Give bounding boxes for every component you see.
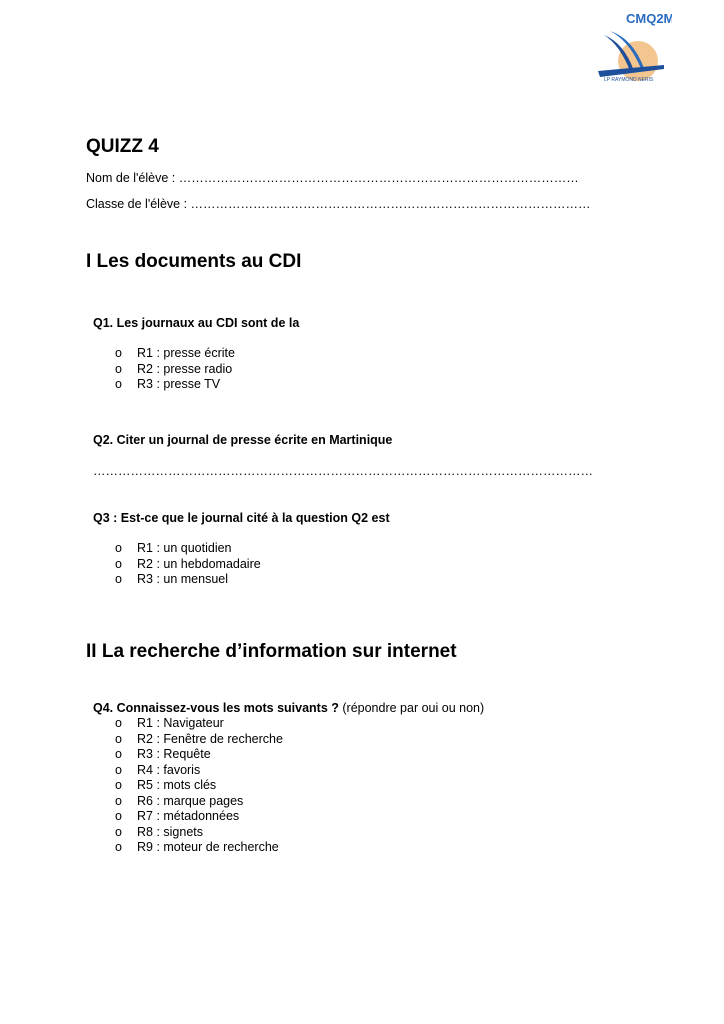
list-item: o R3 : un mensuel (115, 572, 229, 586)
bullet-icon: o (115, 824, 122, 839)
bullet-icon: o (115, 731, 122, 746)
question-q2: Q2. Citer un journal de presse écrite en Martinique (93, 433, 393, 447)
svg-text:LP RAYMOND NERIS: LP RAYMOND NERIS (604, 77, 654, 83)
bullet-icon: o (115, 556, 122, 571)
list-item: o R3 : presse TV (115, 377, 221, 391)
bullet-icon: o (115, 361, 122, 376)
svg-text:CMQ2M: CMQ2M (626, 11, 672, 26)
q1-options (115, 346, 235, 393)
list-item: o R1 : un quotidien (115, 541, 232, 555)
bullet-icon: o (115, 747, 122, 761)
student-name-field (86, 171, 579, 185)
bullet-icon: o (115, 809, 122, 823)
list-item: o R9 : moteur de recherche (115, 840, 279, 854)
page-title: QUIZZ 4 (86, 136, 159, 157)
list-item: o R8 : signets (115, 824, 204, 839)
bullet-icon: o (115, 346, 122, 360)
list-item: o R1 : presse écrite (115, 346, 235, 360)
bullet-icon: o (115, 541, 122, 555)
list-item: o R2 : un hebdomadaire (115, 556, 261, 571)
question-q1: Q1. Les journaux au CDI sont de la (93, 316, 300, 330)
q4-hint: (répondre par oui ou non) (338, 701, 485, 715)
section-heading-1: I Les documents au CDI (86, 251, 302, 272)
q3-options (115, 541, 261, 588)
section-heading-2: II La recherche d’information sur internet (86, 641, 457, 662)
field-dots: …………………………………………………………………………………… (190, 197, 591, 211)
bullet-icon: o (115, 840, 122, 854)
bullet-icon: o (115, 716, 122, 730)
list-item: o R3 : Requête (115, 747, 211, 761)
list-item: o R2 : Fenêtre de recherche (115, 731, 283, 746)
bullet-icon: o (115, 778, 122, 792)
q4-options (115, 716, 283, 856)
bullet-icon: o (115, 377, 122, 391)
q2-answer-dots: ………………………………………………………………………………………………………… (93, 464, 593, 478)
field-label: Classe de l'élève : (86, 197, 191, 211)
field-dots: …………………………………………………………………………………… (178, 171, 579, 185)
cmq2m-logo (590, 5, 672, 83)
student-class-field (86, 197, 591, 211)
bullet-icon: o (115, 793, 122, 808)
field-label: Nom de l'élève : (86, 171, 179, 185)
list-item: o R5 : mots clés (115, 778, 217, 792)
list-item: o R1 : Navigateur (115, 716, 224, 730)
question-q4: Q4. Connaissez-vous les mots suivants ? (répondre par oui ou non) (93, 701, 485, 715)
bullet-icon: o (115, 572, 122, 586)
list-item: o R4 : favoris (115, 762, 201, 777)
list-item: o R2 : presse radio (115, 361, 233, 376)
list-item: o R7 : métadonnées (115, 809, 240, 823)
list-item: o R6 : marque pages (115, 793, 244, 808)
question-q3: Q3 : Est-ce que le journal cité à la question Q2 est (93, 511, 390, 525)
bullet-icon: o (115, 762, 122, 777)
